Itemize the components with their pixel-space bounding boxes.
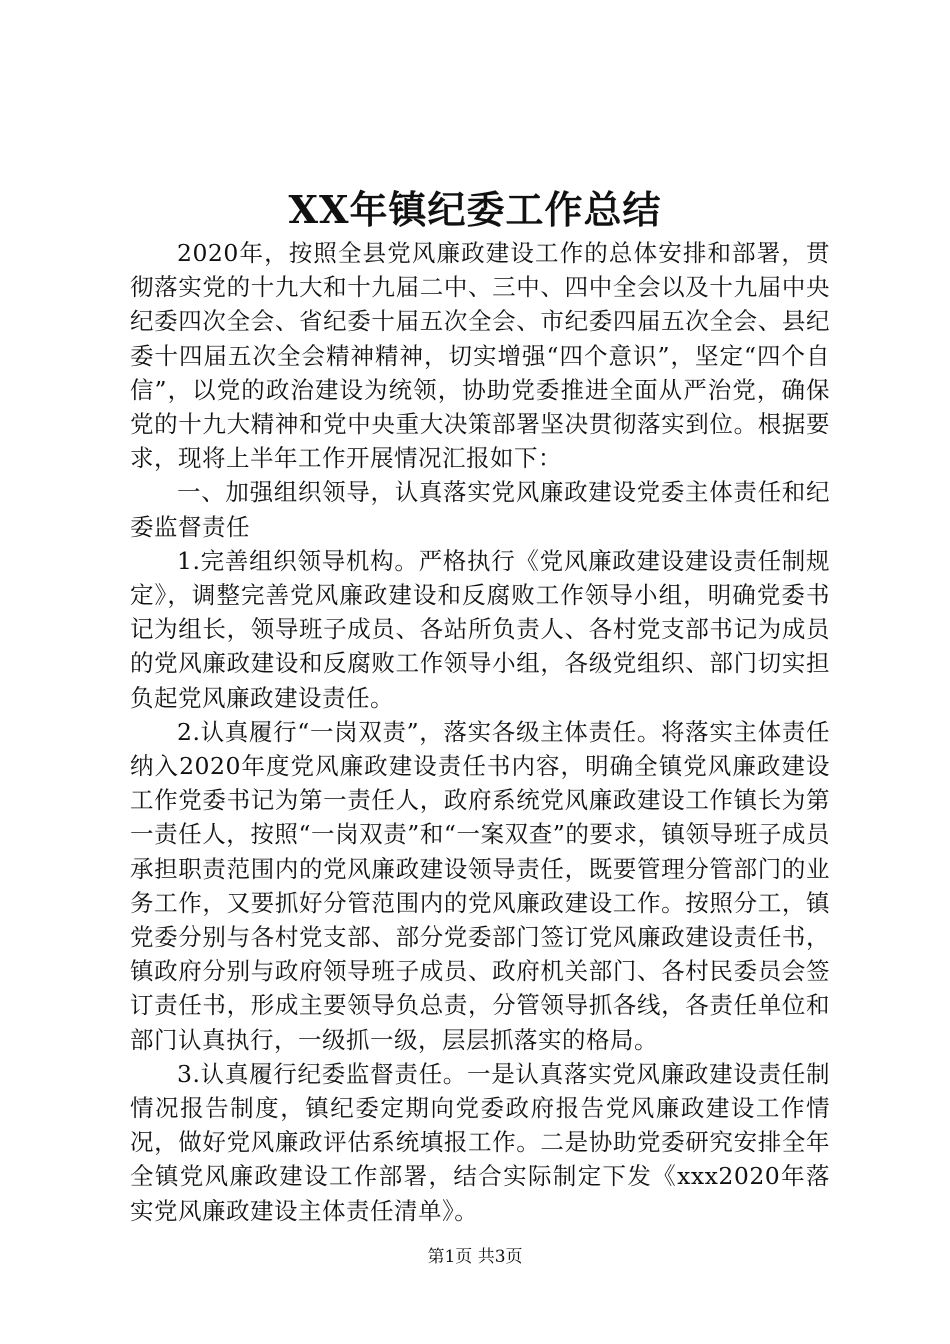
paragraph-item-2: 2.认真履行“一岗双责”，落实各级主体责任。将落实主体责任纳入2020年度党风廉政建设责任书内容，明确全镇党风廉政建设工作党委书记为第一责任人，政府系统党风廉政建设工作镇长为第一责任人，按照“一岗双责”和“一案双查”的要求，镇领导班子成员承担职责范围内的党风廉政建设领导责任，既要管理分管部门的业务工作，又要抓好分管范围内的党风廉政建设工作。按照分工，镇党委分别与各村党支部、部分党委部门签订党风廉政建设责任书，镇政府分别与政府领导班子成员、政府机关部门、各村民委员会签订责任书，形成主要领导负总责，分管领导抓各线，各责任单位和部门认真执行，一级抓一级，层层抓落实的格局。 xyxy=(130,717,830,1054)
paragraph-item-3: 3.认真履行纪委监督责任。一是认真落实党风廉政建设责任制情况报告制度，镇纪委定期向党委政府报告党风廉政建设工作情况，做好党风廉政评估系统填报工作。二是协助党委研究安排全年全镇党风廉政建设工作部署，结合实际制定下发《xxx2020年落实党风廉政建设主体责任清单》。 xyxy=(130,1059,830,1225)
page-footer: 第1页 共3页 xyxy=(427,1247,523,1267)
document-title: XX年镇纪委工作总结 xyxy=(288,187,662,232)
paragraph-intro: 2020年，按照全县党风廉政建设工作的总体安排和部署，贯彻落实党的十九大和十九届二中、三中、四中全会以及十九届中央纪委四次全会、省纪委十届五次全会、市纪委四届五次全会、县纪委十四届五次全会精神精神，切实增强“四个意识”，坚定“四个自信”，以党的政治建设为统领，协助党委推进全面从严治党，确保党的十九大精神和党中央重大决策部署坚决贯彻落实到位。根据要求，现将上半年工作开展情况汇报如下： xyxy=(130,239,830,473)
section-heading-1: 一、加强组织领导，认真落实党风廉政建设党委主体责任和纪委监督责任 xyxy=(130,478,830,541)
document-body xyxy=(130,236,830,1228)
paragraph-item-1: 1.完善组织领导机构。严格执行《党风廉政建设建设责任制规定》，调整完善党风廉政建设和反腐败工作领导小组，明确党委书记为组长，领导班子成员、各站所负责人、各村党支部书记为成员的党风廉政建设和反腐败工作领导小组，各级党组织、部门切实担负起党风廉政建设责任。 xyxy=(130,546,830,712)
